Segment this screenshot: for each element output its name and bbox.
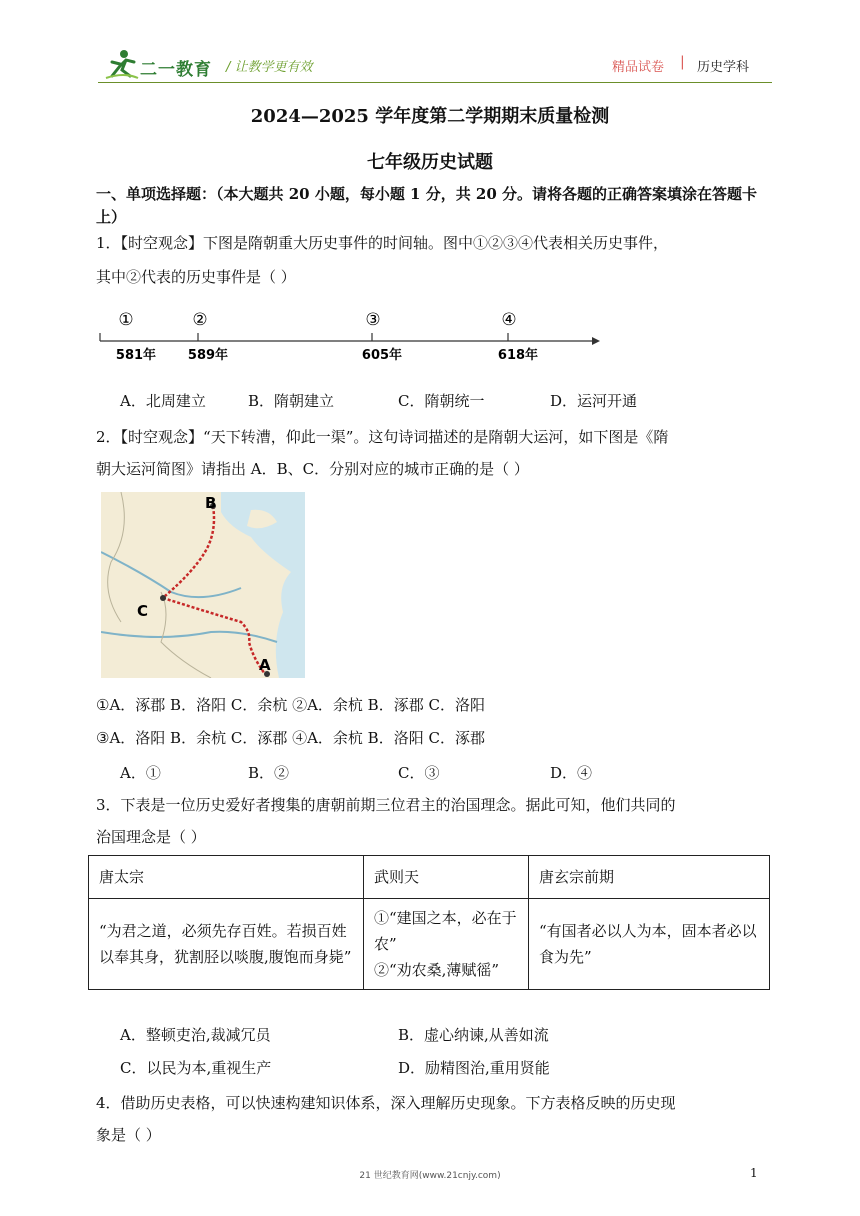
section-heading: 一、单项选择题：（本大题共 20 小题，每小题 1 分，共 20 分。请将各题的正确答案填涂在答题卡上） — [96, 185, 758, 226]
map-label-a: A — [259, 656, 271, 674]
map-label-c: C — [137, 602, 149, 620]
page-subtitle: 七年级历史试题 — [367, 152, 493, 173]
q3-table — [88, 855, 770, 990]
page-title: 2024—2025 学年度第二学期期末质量检测 — [250, 106, 610, 127]
q1-option-d[interactable]: D．运河开通 — [550, 392, 638, 410]
page-footer: 21 世纪教育网(www.21cnjy.com) — [359, 1171, 501, 1181]
timeline-arrow-icon — [592, 337, 600, 345]
page-number: 1 — [750, 1166, 758, 1180]
brand-name: 二一教育 — [140, 60, 212, 80]
header-tag-premium: 精品试卷 — [612, 60, 665, 75]
table-cell-line: ①“建国之本，必在于农” — [374, 909, 517, 953]
header-separator: | — [680, 54, 685, 70]
q2-stem-line1: 2．【时空观念】“天下转漕，仰此一渠”。这句诗词描述的是隋朝大运河，如下图是《隋 — [96, 428, 669, 446]
grand-canal-map — [101, 492, 305, 678]
header-tag-subject: 历史学科 — [697, 60, 750, 75]
timeline-event-4: ④ — [501, 310, 517, 330]
q2-option-d[interactable]: D．④ — [550, 764, 593, 782]
q1-stem-line2: 其中②代表的历史事件是（ ） — [96, 268, 296, 286]
table-header-cell: 武则天 — [364, 856, 529, 899]
q1-stem-line1: 1．【时空观念】下图是隋朝重大历史事件的时间轴。图中①②③④代表相关历史事件， — [96, 234, 669, 252]
q3-option-a[interactable]: A．整顿吏治,裁减冗员 — [120, 1026, 271, 1044]
table-cell: “有国者必以人为本，固本者必以食为先” — [529, 899, 770, 990]
q3-option-b[interactable]: B．虚心纳谏,从善如流 — [398, 1026, 549, 1044]
timeline-event-1: ① — [118, 310, 134, 330]
q3-stem-line2: 治国理念是（ ） — [96, 828, 206, 846]
q4-stem-line1: 4．借助历史表格，可以快速构建知识体系，深入理解历史现象。下方表格反映的历史现 — [96, 1094, 676, 1112]
q3-option-c[interactable]: C．以民为本,重视生产 — [120, 1059, 272, 1077]
timeline-year-4: 618年 — [497, 348, 539, 363]
q2-choice-row1: ①A．涿郡 B．洛阳 C．余杭 ②A．余杭 B．涿郡 C．洛阳 — [96, 696, 485, 714]
table-row — [89, 856, 770, 899]
q4-stem-line2: 象是（ ） — [96, 1126, 161, 1144]
table-header-cell: 唐太宗 — [89, 856, 364, 899]
q3-stem-line1: 3．下表是一位历史爱好者搜集的唐朝前期三位君主的治国理念。据此可知，他们共同的 — [96, 796, 676, 814]
q2-stem-line2: 朝大运河简图》请指出 A．B、C．分别对应的城市正确的是（ ） — [96, 460, 529, 478]
timeline-event-2: ② — [192, 310, 208, 330]
table-header-cell: 唐玄宗前期 — [529, 856, 770, 899]
q2-choice-row2: ③A．洛阳 B．余杭 C．涿郡 ④A．余杭 B．洛阳 C．涿郡 — [96, 729, 485, 747]
timeline-year-1: 581年 — [115, 348, 157, 363]
table-cell: “为君之道，必须先存百姓。若损百姓以奉其身，犹割胫以啖腹,腹饱而身毙” — [89, 899, 364, 990]
timeline-year-3: 605年 — [361, 348, 403, 363]
q1-option-a[interactable]: A．北周建立 — [120, 392, 206, 410]
table-row — [89, 899, 770, 990]
q1-option-c[interactable]: C．隋朝统一 — [398, 392, 485, 410]
table-cell — [364, 899, 529, 990]
slogan: / 让教学更有效 — [226, 60, 313, 75]
q2-option-c[interactable]: C．③ — [398, 764, 440, 782]
q3-option-d[interactable]: D．励精图治,重用贤能 — [398, 1059, 550, 1077]
q2-option-b[interactable]: B．② — [248, 764, 290, 782]
timeline-event-3: ③ — [365, 310, 381, 330]
q2-option-a[interactable]: A．① — [120, 764, 161, 782]
q1-option-b[interactable]: B．隋朝建立 — [248, 392, 335, 410]
timeline-figure — [96, 305, 606, 375]
table-cell-line: ②“劝农桑,薄赋徭” — [374, 961, 500, 979]
header-divider — [98, 82, 772, 83]
timeline-year-2: 589年 — [187, 348, 229, 363]
map-label-b: B — [205, 494, 217, 512]
